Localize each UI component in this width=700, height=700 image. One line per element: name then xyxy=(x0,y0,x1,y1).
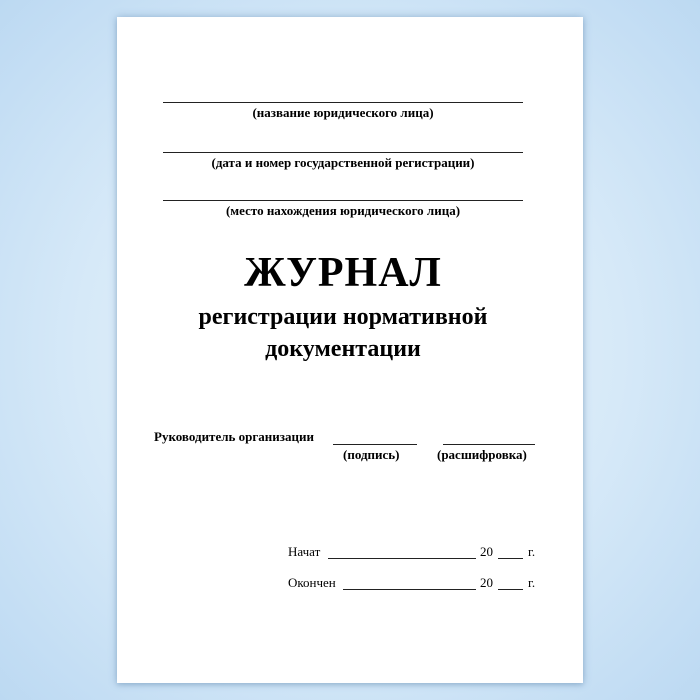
journal-title: ЖУРНАЛ xyxy=(244,250,442,296)
end-year-line xyxy=(498,589,523,590)
start-date-label: Начат xyxy=(288,544,321,559)
end-year-suffix: г. xyxy=(528,575,536,590)
decryption-caption: (расшифровка) xyxy=(437,447,527,462)
start-year-suffix: г. xyxy=(528,544,536,559)
decryption-line xyxy=(443,444,535,445)
journal-cover-page xyxy=(117,17,583,683)
registration-date-number-caption: (дата и номер государственной регистрации) xyxy=(211,155,475,170)
legal-entity-name-line xyxy=(163,102,523,103)
legal-entity-name-caption: (название юридического лица) xyxy=(252,105,434,120)
legal-entity-address-caption: (место нахождения юридического лица) xyxy=(225,203,461,218)
start-date-line xyxy=(328,558,476,559)
end-date-label: Окончен xyxy=(288,575,336,590)
start-year-prefix: 20 xyxy=(480,544,493,559)
journal-subtitle-line2: документации xyxy=(265,336,421,362)
legal-entity-address-line xyxy=(163,200,523,201)
registration-date-number-line xyxy=(163,152,523,153)
end-date-line xyxy=(343,589,476,590)
signature-caption: (подпись) xyxy=(343,447,400,462)
signature-line xyxy=(333,444,417,445)
start-year-line xyxy=(498,558,523,559)
journal-subtitle-line1: регистрации нормативной xyxy=(198,304,488,330)
head-of-organization-label: Руководитель организации xyxy=(154,429,314,444)
end-year-prefix: 20 xyxy=(480,575,493,590)
